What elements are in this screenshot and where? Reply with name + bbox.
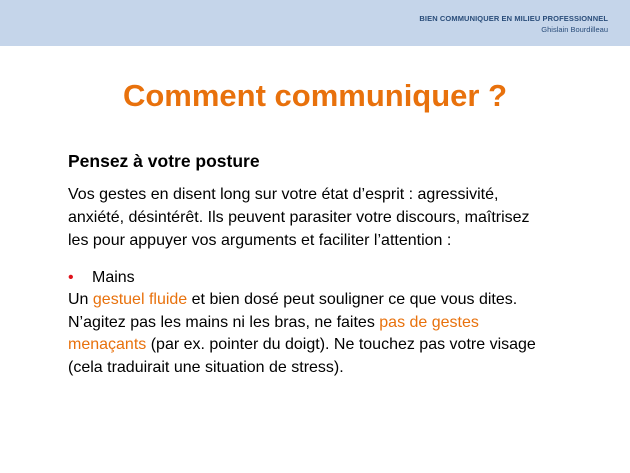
header-author: Ghislain Bourdilleau: [541, 25, 608, 34]
bullet-label: Mains: [92, 269, 135, 286]
highlight-text: pas de gestes: [379, 313, 479, 331]
section-heading: Pensez à votre posture: [68, 151, 260, 171]
highlight-text: gestuel fluide: [92, 291, 188, 308]
detail-line: [68, 289, 613, 312]
paragraph-line: anxiété, désintérêt. Ils peuvent parasiter votre discours, maîtrisez: [68, 209, 530, 226]
detail-text: N’agitez pas les mains ni les bras, ne faites: [68, 313, 380, 331]
header-title: BIEN COMMUNIQUER EN MILIEU PROFESSIONNEL: [419, 14, 608, 23]
detail-paragraph: [68, 289, 613, 379]
bullet-item: [68, 267, 135, 289]
paragraph-line: les pour appuyer vos arguments et faciliter l’attention :: [68, 232, 452, 249]
detail-text: (par ex. pointer du doigt). Ne touchez pas votre visage: [146, 336, 536, 353]
paragraph-line: Vos gestes en disent long sur votre état d’esprit : agressivité,: [68, 186, 499, 203]
detail-line: [68, 312, 613, 335]
bullet-icon: •: [68, 269, 74, 286]
header-band: [0, 0, 630, 46]
detail-text: Un: [68, 291, 93, 308]
detail-line: (cela traduirait une situation de stress).: [68, 358, 344, 376]
slide-title: Comment communiquer ?: [122, 78, 508, 113]
detail-text: et bien dosé peut souligner ce que vous dites.: [187, 291, 518, 308]
highlight-text: menaçants: [68, 336, 147, 353]
intro-paragraph: [68, 183, 608, 252]
detail-line: [68, 334, 613, 357]
